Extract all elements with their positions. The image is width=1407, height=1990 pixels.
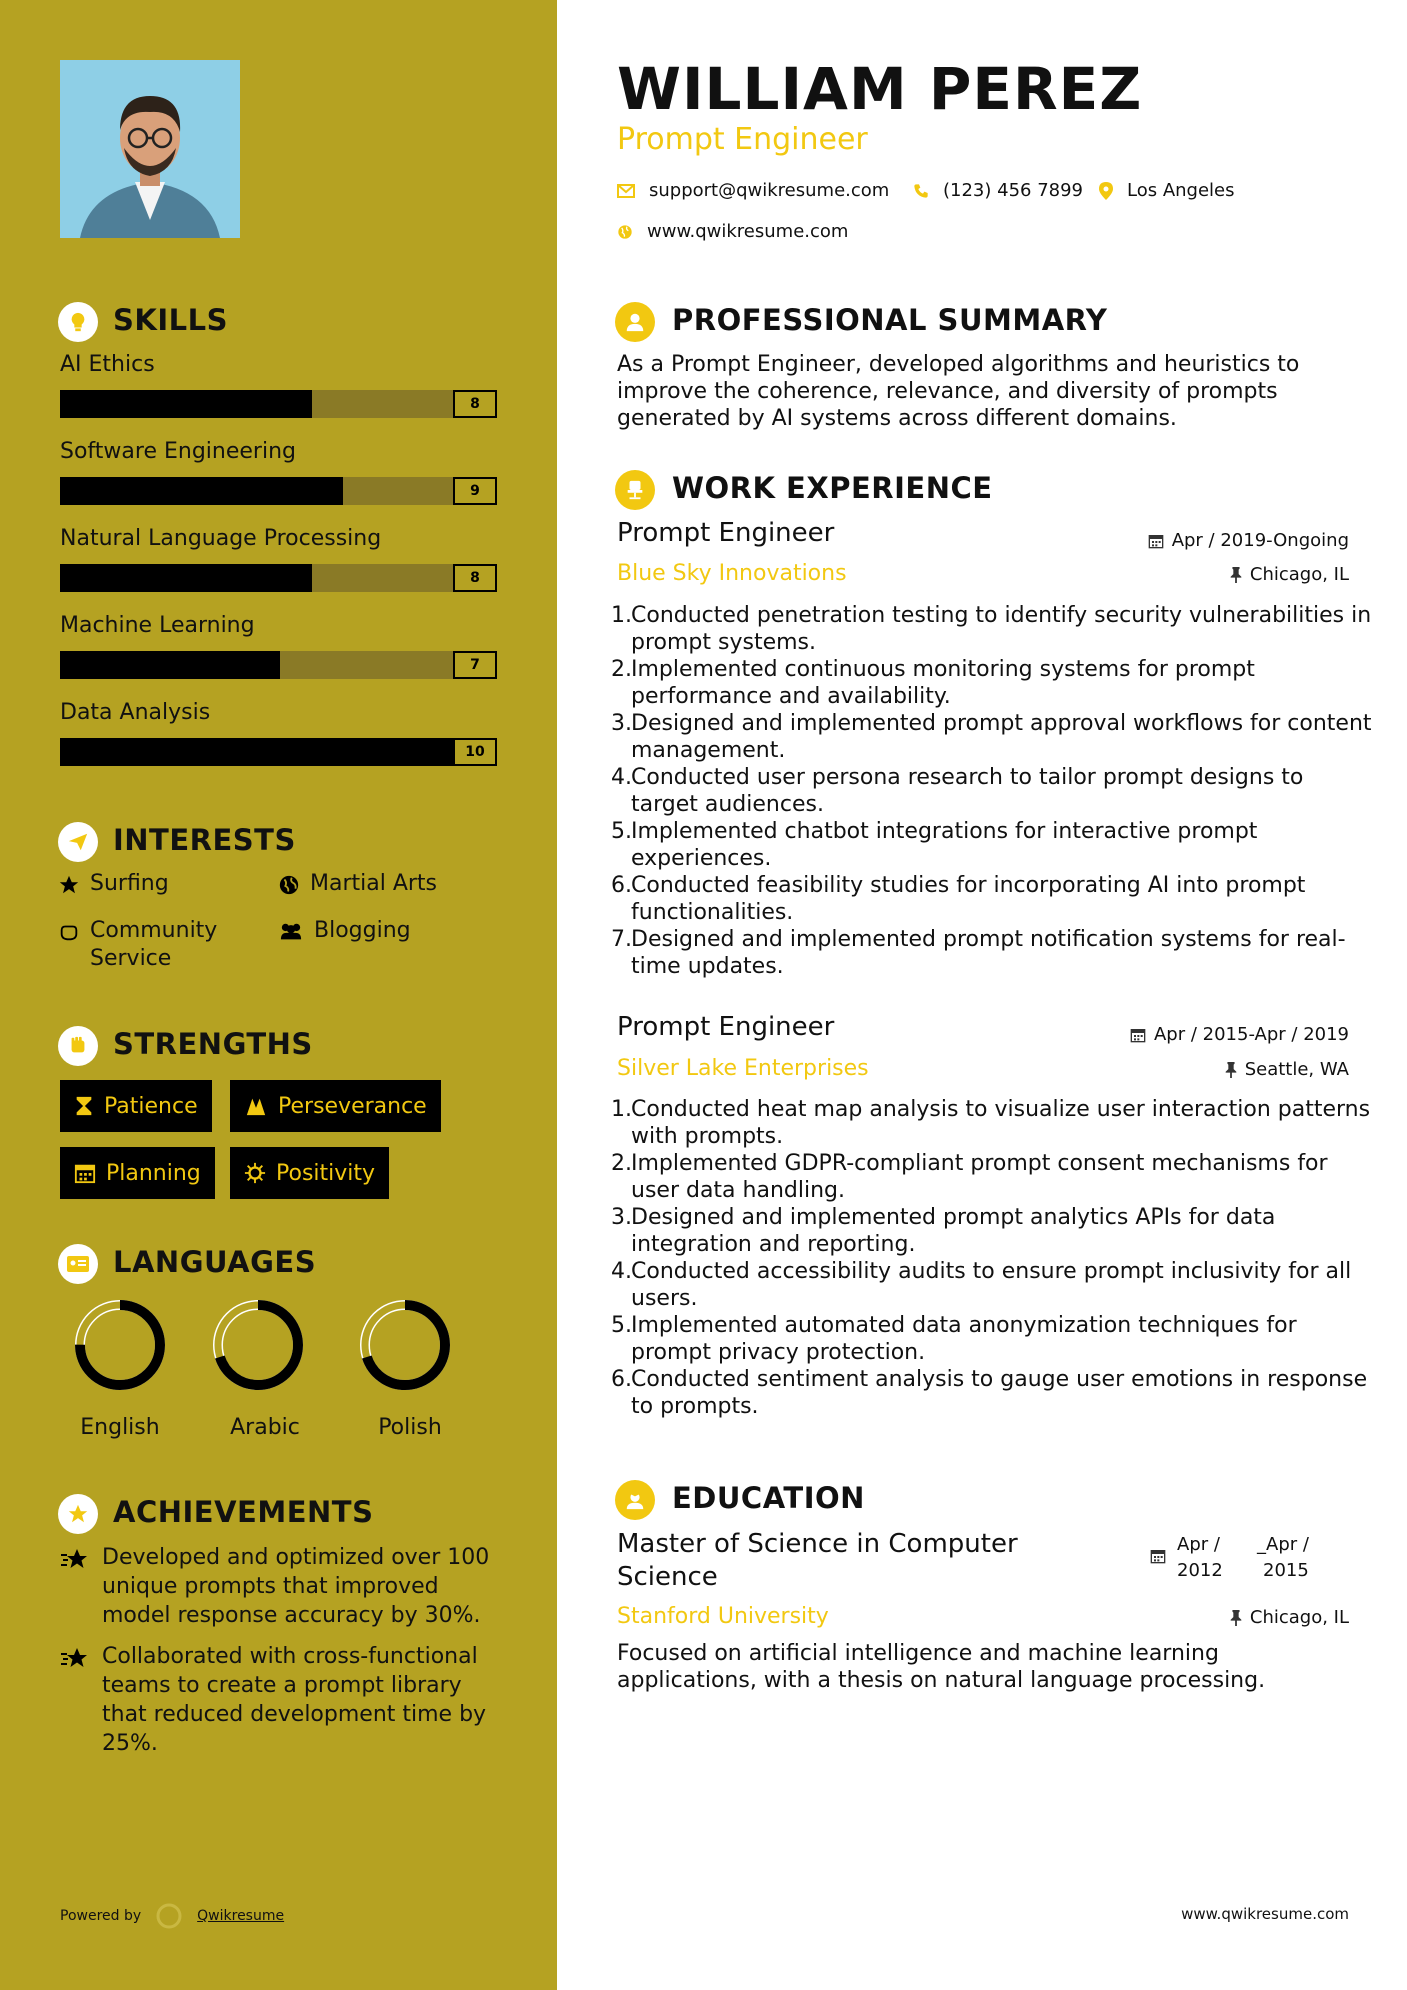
pushpin-icon	[1225, 1062, 1237, 1078]
job-location	[1225, 1059, 1349, 1080]
degree-title: Master of Science in Computer Science	[617, 1529, 1018, 1592]
pushpin-icon	[1230, 1610, 1242, 1626]
strength-planning	[60, 1147, 215, 1199]
languages-title: LANGUAGES	[113, 1245, 317, 1279]
responsibility-text: Conducted heat map analysis to visualize user interaction patterns with prompts.	[631, 1097, 1371, 1149]
responsibility-item	[611, 656, 1377, 710]
achievement-text: Developed and optimized over 100 unique prompts that improved model response accuracy by 30%.	[102, 1545, 490, 1628]
job-company: Silver Lake Enterprises	[617, 1056, 869, 1081]
education-start-date	[1177, 1532, 1223, 1584]
item-number: 3.	[611, 1205, 632, 1230]
summary-text: As a Prompt Engineer, developed algorithms and heuristics to improve the coherence, relevance, and diversity of prompts generated by AI systems across different domains.	[617, 352, 1300, 431]
skill-bar	[60, 390, 497, 418]
calendar-icon	[1130, 1027, 1146, 1043]
phone-icon	[913, 183, 929, 199]
skill-bar-fill	[60, 390, 312, 418]
strength-label: Planning	[106, 1160, 201, 1186]
item-number: 1.	[611, 1097, 632, 1122]
responsibility-text: Implemented continuous monitoring systems for prompt performance and availability.	[631, 657, 1255, 709]
id-card-icon	[58, 1244, 98, 1284]
sun-icon	[244, 1162, 266, 1184]
item-number: 5.	[611, 1313, 632, 1338]
skill-bar	[60, 564, 497, 592]
pushpin-icon	[1230, 567, 1242, 583]
responsibility-item	[611, 872, 1377, 926]
language-polish: Polish	[378, 1415, 442, 1440]
achievement-text: Collaborated with cross-functional teams to create a prompt library that reduced development time by 25%.	[102, 1644, 487, 1756]
interest-label: Martial Arts	[310, 871, 438, 896]
users-icon	[278, 921, 304, 943]
responsibility-item	[611, 818, 1377, 872]
powered-by-label: Powered by	[60, 1908, 142, 1924]
item-number: 2.	[611, 1151, 632, 1176]
job-location-text: Seattle, WA	[1244, 1059, 1349, 1080]
contact-website[interactable]	[617, 221, 848, 242]
education-title: EDUCATION	[672, 1481, 865, 1515]
job-dates	[1130, 1024, 1349, 1045]
map-pin-icon	[1099, 182, 1113, 200]
skill-label: Machine Learning	[60, 613, 255, 638]
education-end-month: _Apr /	[1257, 1534, 1309, 1555]
responsibility-text: Designed and implemented prompt notification systems for real-time updates.	[631, 927, 1346, 979]
interest-community-service	[58, 917, 248, 973]
skill-bar-fill	[60, 651, 280, 679]
item-number: 5.	[611, 819, 632, 844]
star-burst-icon	[60, 1646, 90, 1670]
medal-icon	[58, 1494, 98, 1534]
item-number: 6.	[611, 1367, 632, 1392]
footer-website[interactable]: www.qwikresume.com	[1181, 1905, 1349, 1923]
skill-label: Software Engineering	[60, 439, 296, 464]
globe-icon	[278, 874, 300, 896]
education-start-year: 2012	[1177, 1560, 1223, 1581]
education-location	[1230, 1607, 1349, 1628]
calendar-icon	[1150, 1548, 1166, 1564]
achievement-item	[60, 1543, 500, 1630]
graduate-icon	[615, 1480, 655, 1520]
user-icon	[615, 302, 655, 342]
skills-title: SKILLS	[113, 303, 228, 337]
language-english: English	[80, 1415, 160, 1440]
language-ring	[365, 1305, 445, 1385]
item-number: 1.	[611, 603, 632, 628]
education-location-text: Chicago, IL	[1249, 1607, 1349, 1628]
globe-icon	[617, 224, 633, 240]
education-text: Focused on artificial intelligence and machine learning applications, with a thesis on natural language processing.	[617, 1641, 1266, 1693]
interest-label: Blogging	[314, 918, 411, 943]
item-number: 7.	[611, 927, 632, 952]
responsibility-text: Conducted penetration testing to identify security vulnerabilities in prompt systems.	[631, 603, 1372, 655]
sidebar	[0, 0, 557, 1990]
powered-by	[60, 1902, 284, 1930]
interest-martial-arts	[278, 870, 437, 898]
skill-bar	[60, 477, 497, 505]
fist-icon	[58, 1026, 98, 1066]
skill-level: 7	[453, 651, 497, 679]
contact-phone[interactable]	[913, 180, 1083, 201]
item-number: 6.	[611, 873, 632, 898]
skill-level: 10	[453, 738, 497, 766]
envelope-icon	[617, 184, 635, 198]
skill-bar-fill	[60, 477, 343, 505]
responsibility-item	[611, 764, 1377, 818]
location-text: Los Angeles	[1127, 180, 1235, 201]
summary-title: PROFESSIONAL SUMMARY	[672, 303, 1108, 337]
interests-title: INTERESTS	[113, 823, 296, 857]
responsibility-text: Implemented GDPR-compliant prompt consent mechanisms for user data handling.	[631, 1151, 1328, 1203]
people-icon	[244, 1095, 268, 1117]
responsibility-item	[611, 1366, 1377, 1420]
job-location-text: Chicago, IL	[1249, 564, 1349, 585]
job-dates	[1148, 530, 1349, 551]
interest-blogging	[278, 917, 411, 945]
skill-bar-fill	[60, 564, 312, 592]
strength-positivity	[230, 1147, 389, 1199]
paper-plane-icon	[58, 822, 98, 862]
responsibility-item	[611, 1150, 1377, 1204]
hand-icon	[58, 921, 80, 943]
job-dates-text: Apr / 2015-Apr / 2019	[1153, 1024, 1349, 1045]
responsibility-text: Implemented automated data anonymization techniques for prompt privacy protection.	[631, 1313, 1297, 1365]
education-end-date	[1257, 1532, 1309, 1584]
calendar-icon	[74, 1162, 96, 1184]
responsibility-item	[611, 926, 1377, 980]
item-number: 4.	[611, 765, 632, 790]
language-rings	[0, 1295, 557, 1405]
school-name: Stanford University	[617, 1604, 829, 1629]
job-title: Prompt Engineer	[617, 1012, 835, 1042]
achievements-title: ACHIEVEMENTS	[113, 1495, 374, 1529]
responsibility-text: Implemented chatbot integrations for interactive prompt experiences.	[631, 819, 1258, 871]
candidate-role: Prompt Engineer	[617, 122, 868, 157]
interest-surfing	[58, 870, 169, 898]
language-ring	[218, 1305, 298, 1385]
responsibility-item	[611, 710, 1377, 764]
responsibility-item	[611, 1312, 1377, 1366]
chair-icon	[615, 470, 655, 510]
skill-level: 8	[453, 564, 497, 592]
job-responsibilities	[611, 1096, 1377, 1420]
strengths-title: STRENGTHS	[113, 1027, 313, 1061]
job-company: Blue Sky Innovations	[617, 561, 847, 586]
responsibility-text: Conducted feasibility studies for incorporating AI into prompt functionalities.	[631, 873, 1306, 925]
email-text: support@qwikresume.com	[649, 180, 890, 201]
responsibility-item	[611, 1258, 1377, 1312]
skill-level: 8	[453, 390, 497, 418]
experience-title: WORK EXPERIENCE	[672, 471, 993, 505]
skill-label: Data Analysis	[60, 700, 211, 725]
skill-bar	[60, 738, 497, 766]
profile-photo	[60, 60, 240, 238]
interest-label: Community Service	[90, 918, 218, 971]
contact-location	[1099, 180, 1235, 201]
education-start-month: Apr /	[1177, 1534, 1220, 1555]
item-number: 2.	[611, 657, 632, 682]
calendar-icon	[1148, 533, 1164, 549]
phone-text: (123) 456 7899	[943, 180, 1084, 201]
strength-label: Perseverance	[278, 1093, 427, 1119]
qwikresume-link[interactable]: Qwikresume	[197, 1908, 285, 1924]
language-ring	[80, 1305, 160, 1385]
star-burst-icon	[60, 1547, 90, 1571]
responsibility-text: Conducted user persona research to tailor prompt designs to target audiences.	[631, 765, 1304, 817]
main-content	[557, 0, 1407, 1990]
website-text: www.qwikresume.com	[647, 221, 849, 242]
lightbulb-icon	[58, 302, 98, 342]
responsibility-text: Conducted sentiment analysis to gauge user emotions in response to prompts.	[631, 1367, 1368, 1419]
skill-bar-fill	[60, 738, 453, 766]
responsibility-item	[611, 1204, 1377, 1258]
skill-bar	[60, 651, 497, 679]
job-responsibilities	[611, 602, 1377, 980]
strength-patience	[60, 1080, 212, 1132]
job-title: Prompt Engineer	[617, 518, 835, 548]
responsibility-item	[611, 1096, 1377, 1150]
responsibility-text: Designed and implemented prompt analytics APIs for data integration and reporting.	[631, 1205, 1276, 1257]
strength-label: Patience	[104, 1093, 198, 1119]
skill-level: 9	[453, 477, 497, 505]
strength-perseverance	[230, 1080, 441, 1132]
job-dates-text: Apr / 2019-Ongoing	[1171, 530, 1349, 551]
star-icon	[58, 874, 80, 896]
language-arabic: Arabic	[230, 1415, 300, 1440]
strength-label: Positivity	[276, 1160, 376, 1186]
achievement-item	[60, 1642, 500, 1758]
qwikresume-logo-icon	[155, 1902, 183, 1930]
candidate-name: WILLIAM PEREZ	[617, 55, 1143, 123]
skill-label: AI Ethics	[60, 352, 155, 377]
responsibility-text: Conducted accessibility audits to ensure prompt inclusivity for all users.	[631, 1259, 1352, 1311]
education-end-year: 2015	[1263, 1560, 1309, 1581]
item-number: 4.	[611, 1259, 632, 1284]
hourglass-icon	[74, 1095, 94, 1117]
skill-label: Natural Language Processing	[60, 526, 382, 551]
item-number: 3.	[611, 711, 632, 736]
contact-email[interactable]	[617, 180, 889, 201]
responsibility-item	[611, 602, 1377, 656]
responsibility-text: Designed and implemented prompt approval workflows for content management.	[631, 711, 1372, 763]
job-location	[1230, 564, 1349, 585]
interest-label: Surfing	[90, 871, 169, 896]
